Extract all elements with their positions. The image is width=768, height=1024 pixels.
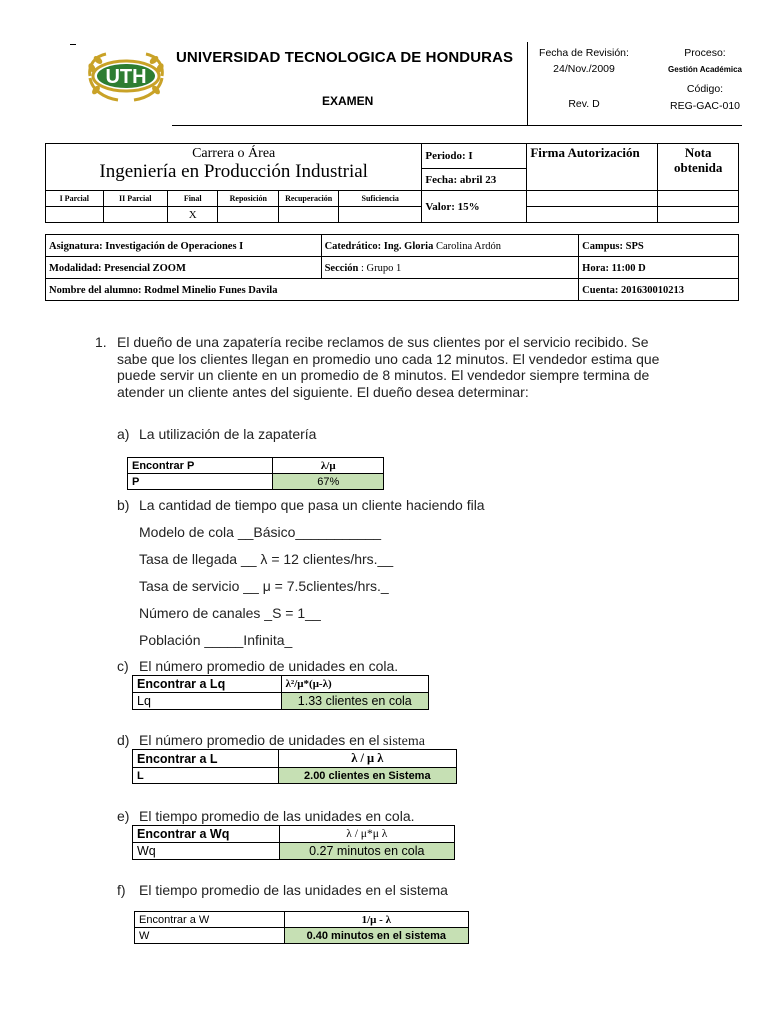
part-d-result: 2.00 clientes en Sistema	[278, 768, 456, 784]
section-label: Sección	[324, 262, 359, 274]
account-cell: Cuenta: 201630010213	[579, 279, 739, 301]
code-value: REG-GAC-010	[669, 100, 741, 112]
part-c-result: 1.33 clientes en cola	[281, 693, 428, 710]
career-value: Ingeniería en Producción Industrial	[99, 161, 368, 182]
second-partial-header: II Parcial	[103, 191, 167, 207]
part-d-header-2: λ / μ λ	[278, 750, 456, 768]
part-c-text: El número promedio de unidades en cola.	[139, 658, 399, 674]
part-d-text-a: El número promedio de unidades en el	[139, 732, 380, 748]
modality-cell: Modalidad: Presencial ZOOM	[46, 257, 322, 279]
part-c-label: c)	[117, 658, 129, 674]
revision-date-label: Fecha de Revisión:	[539, 47, 629, 59]
teacher-cell	[321, 235, 579, 257]
part-d-text-b: sistema	[379, 734, 425, 749]
part-a-text: La utilización de la zapatería	[139, 426, 317, 442]
exam-info-table	[45, 143, 739, 223]
header-bottom-rule	[172, 125, 742, 126]
part-d-row-label: L	[133, 768, 279, 784]
value-cell: Valor: 15%	[422, 191, 527, 223]
recovery-header: Recuperación	[279, 191, 339, 207]
part-e-row-label: Wq	[133, 843, 280, 860]
exam-title: EXAMEN	[322, 94, 374, 108]
service-rate-line: Tasa de servicio __ μ = 7.5clientes/hrs._	[139, 578, 389, 594]
part-a-result: 67%	[273, 474, 384, 490]
part-d-header-1: Encontrar a L	[133, 750, 279, 768]
question-line-3: puede servir un cliente en un promedio de 8 minutos. El vendedor siempre termina de	[117, 367, 650, 383]
part-a-table	[127, 457, 384, 490]
part-e-text: El tiempo promedio de las unidades en cola.	[139, 808, 415, 824]
date-cell: Fecha: abril 23	[422, 169, 527, 191]
reposition-mark	[218, 207, 279, 223]
process-label: Proceso:	[684, 47, 726, 59]
first-partial-mark	[46, 207, 104, 223]
part-e-header-2: λ / μ*μ λ	[279, 826, 454, 843]
grade-blank-1	[658, 191, 739, 207]
part-f-text: El tiempo promedio de las unidades en el sistema	[139, 882, 448, 898]
subject-cell: Asignatura: Investigación de Operaciones I	[46, 235, 322, 257]
grade-cell	[658, 144, 739, 191]
part-c-header-2: λ²/μ*(μ-λ)	[281, 676, 428, 693]
part-e-header-1: Encontrar a Wq	[133, 826, 280, 843]
part-a-row-label: P	[128, 474, 273, 490]
channels-line: Número de canales _S = 1__	[139, 605, 321, 621]
header-divider	[527, 42, 528, 125]
part-d-label: d)	[117, 732, 130, 748]
question-text	[117, 334, 737, 400]
signature-blank-2	[527, 207, 658, 223]
sufficiency-mark	[339, 207, 422, 223]
final-mark: X	[167, 207, 218, 223]
part-b-text: La cantidad de tiempo que pasa un cliente haciendo fila	[139, 497, 485, 513]
authorization-signature-cell: Firma Autorización	[527, 144, 658, 191]
student-info-table	[45, 234, 739, 301]
logo-text: UTH	[105, 66, 147, 88]
queue-model-line: Modelo de cola __Básico___________	[139, 524, 382, 540]
university-title: UNIVERSIDAD TECNOLOGICA DE HONDURAS	[176, 49, 514, 66]
question-line-4: atender un cliente antes del siguiente. El dueño desea determinar:	[117, 383, 529, 400]
part-a-label: a)	[117, 426, 130, 442]
grade-label-1: Nota	[684, 145, 712, 160]
process-value: Gestión Académica	[668, 65, 742, 74]
part-f-label: f)	[117, 882, 126, 898]
sufficiency-header: Suficiencia	[339, 191, 422, 207]
part-e-result: 0.27 minutos en cola	[279, 843, 454, 860]
section-cell	[321, 257, 579, 279]
student-name-cell: Nombre del alumno: Rodmel Minelio Funes Davila	[46, 279, 579, 301]
part-f-header-1: Encontrar a W	[135, 912, 285, 928]
teacher-name: Carolina Ardón	[433, 240, 501, 252]
time-cell: Hora: 11:00 D	[579, 257, 739, 279]
second-partial-mark	[103, 207, 167, 223]
arrival-rate-line: Tasa de llegada __ λ = 12 clientes/hrs.__	[139, 551, 394, 567]
part-b-label: b)	[117, 497, 130, 513]
part-e-label: e)	[117, 808, 130, 824]
part-f-table	[134, 911, 469, 944]
part-a-header-1: Encontrar P	[128, 458, 273, 474]
grade-blank-2	[658, 207, 739, 223]
reposition-header: Reposición	[218, 191, 279, 207]
signature-blank-1	[527, 191, 658, 207]
part-f-row-label: W	[135, 928, 285, 944]
teacher-label: Catedrático: Ing. Gloria	[324, 240, 434, 252]
part-f-header-2: 1/μ - λ	[284, 912, 468, 928]
part-c-header-1: Encontrar a Lq	[133, 676, 282, 693]
part-c-row-label: Lq	[133, 693, 282, 710]
career-label: Carrera o Área	[192, 146, 276, 161]
part-a-header-2: λ/μ	[273, 458, 384, 474]
part-d-text	[139, 732, 425, 751]
revision-date-value: 24/Nov./2009	[553, 63, 615, 75]
question-line-2: sabe que los clientes llegan en promedio uno cada 12 minutos. El vendedor estima que	[117, 350, 660, 367]
part-d-table	[132, 749, 457, 784]
code-label: Código:	[686, 83, 724, 95]
final-header: Final	[167, 191, 218, 207]
population-line: Población _____Infinita_	[139, 632, 293, 648]
grade-label-2: obtenida	[673, 160, 723, 175]
question-line-1: El dueño de una zapatería recibe reclamos de sus clientes por el servicio recibido. Se	[117, 334, 649, 350]
part-f-result: 0.40 minutos en el sistema	[284, 928, 468, 944]
period-cell: Periodo: I	[422, 144, 527, 169]
career-cell	[46, 144, 422, 191]
campus-cell: Campus: SPS	[579, 235, 739, 257]
revision-code: Rev. D	[568, 98, 600, 110]
top-rule	[70, 44, 76, 45]
section-value: : Grupo 1	[358, 262, 402, 274]
part-e-table	[132, 825, 455, 860]
part-c-table	[132, 675, 429, 710]
uth-logo	[78, 48, 174, 104]
first-partial-header: I Parcial	[46, 191, 104, 207]
question-number: 1.	[95, 334, 107, 350]
recovery-mark	[279, 207, 339, 223]
